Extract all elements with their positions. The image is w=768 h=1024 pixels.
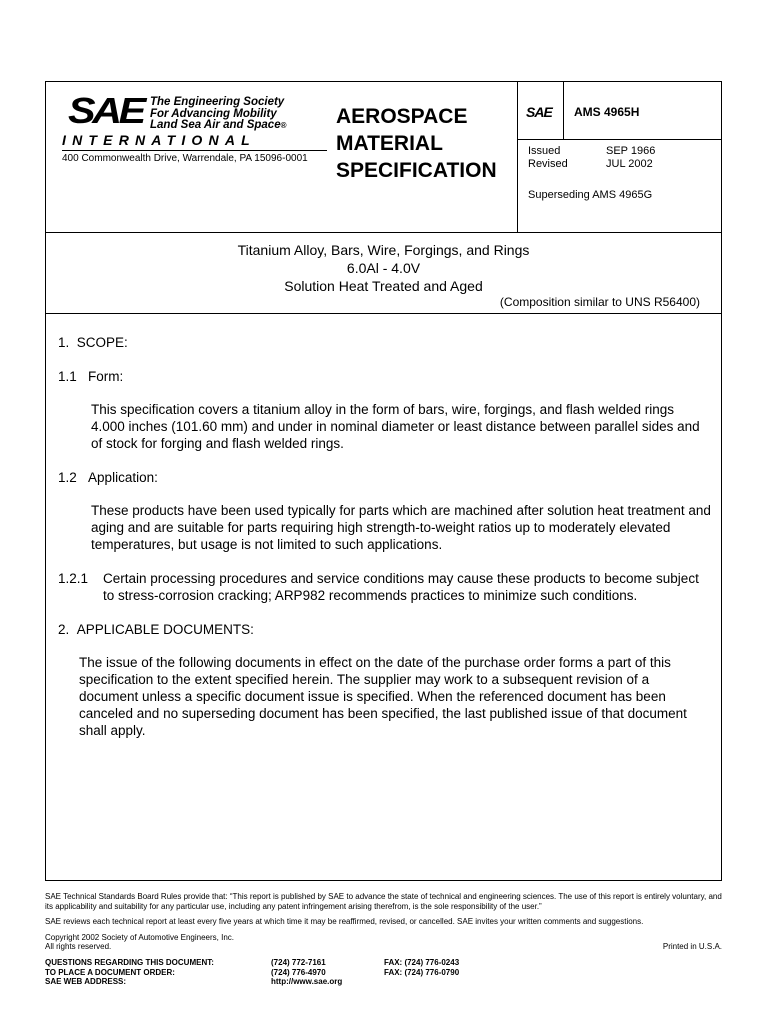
order-phone: (724) 776-4970 bbox=[271, 967, 326, 977]
order-fax: FAX: (724) 776-0790 bbox=[384, 967, 460, 977]
section-1-2-text: These products have been used typically for parts which are machined after solution heat treatment and aging and are suitable for parts requiring high strength-to-weight ratios up to moderately elevated temperatures, but usage is not limited to such applications. bbox=[91, 503, 711, 552]
section-1-1-heading: 1.1 Form: bbox=[58, 369, 124, 384]
issued-date: SEP 1966 bbox=[606, 145, 656, 157]
sae-address: 400 Commonwealth Drive, Warrendale, PA 15096-0001 bbox=[62, 153, 308, 164]
revised-date: JUL 2002 bbox=[606, 158, 653, 170]
section-1-1-text: This specification covers a titanium alloy in the form of bars, wire, forgings, and flash welded rings 4.000 inches (101.60 mm) and under in nominal diameter or least distance between parallel sides and of stock for forging and flash welded rings. bbox=[91, 402, 700, 451]
logo-tagline: The Engineering Society For Advancing Mobility Land Sea Air and Space® bbox=[150, 96, 287, 131]
docnum-divider-vertical bbox=[563, 81, 564, 139]
document-title-line-1: Titanium Alloy, Bars, Wire, Forgings, and Rings bbox=[237, 242, 530, 258]
document-number: AMS 4965H bbox=[574, 105, 640, 119]
section-1-2-1-text: Certain processing procedures and service conditions may cause these products to become subject to stress-corrosion cracking; ARP982 recommends practices to minimize such conditions. bbox=[103, 571, 699, 603]
footer-rights: All rights reserved. bbox=[45, 942, 112, 951]
section-1-2-1-number: 1.2.1 bbox=[58, 571, 89, 586]
revised-label: Revised bbox=[528, 158, 568, 170]
superseding-note: Superseding AMS 4965G bbox=[528, 189, 653, 201]
sae-small-logo: SAE bbox=[526, 104, 552, 120]
order-label: TO PLACE A DOCUMENT ORDER: bbox=[45, 967, 175, 977]
section-1-2-heading: 1.2 Application: bbox=[58, 470, 158, 485]
questions-phone: (724) 772-7161 bbox=[271, 958, 326, 967]
footer-copyright: Copyright 2002 Society of Automotive Engineers, Inc. bbox=[45, 933, 234, 942]
docnum-divider-horizontal bbox=[517, 139, 722, 140]
registered-mark: ® bbox=[280, 121, 287, 130]
section-2-heading: 2. APPLICABLE DOCUMENTS: bbox=[58, 622, 254, 637]
section-2-text: The issue of the following documents in effect on the date of the purchase order forms a part of this specification to the extent specified herein. The supplier may work to a subsequent revision of a document unless a specific document issue is specified. When the referenced document has been canceled and no superseding document has been specified, the last published issue of that document shall apply. bbox=[79, 655, 687, 738]
issued-label: Issued bbox=[528, 145, 561, 157]
spec-type-title: AEROSPACE MATERIAL SPECIFICATION bbox=[336, 105, 497, 182]
composition-note: (Composition similar to UNS R56400) bbox=[499, 295, 700, 309]
title-bottom-rule bbox=[45, 313, 722, 314]
header-divider-vertical bbox=[517, 81, 518, 233]
sae-logo: SAE bbox=[68, 90, 143, 131]
footer-printed: Printed in U.S.A. bbox=[662, 942, 722, 951]
footer-review-text: SAE reviews each technical report at least every five years at which time it may be reaffirmed, revised, or cancelled. SAE invites your written comments and suggestions. bbox=[45, 917, 644, 926]
document-title-line-3: Solution Heat Treated and Aged bbox=[284, 278, 483, 294]
document-title-line-2: 6.0Al - 4.0V bbox=[346, 260, 421, 276]
logo-underline bbox=[62, 150, 327, 151]
questions-fax: FAX: (724) 776-0243 bbox=[384, 958, 460, 967]
web-url-link[interactable]: http://www.sae.org bbox=[271, 977, 343, 986]
logo-international: INTERNATIONAL bbox=[62, 132, 256, 148]
questions-label: QUESTIONS REGARDING THIS DOCUMENT: bbox=[45, 958, 214, 967]
web-label: SAE WEB ADDRESS: bbox=[45, 977, 127, 986]
section-1-heading: 1. SCOPE: bbox=[58, 335, 128, 350]
footer-rules-text: SAE Technical Standards Board Rules provide that: “This report is published by SAE to advance the state of technical and engineering sciences. The use of this report is entirely voluntary, and its applicability and suitability for any particular use, including any patent infringement arising therefrom, is the sole responsibility of the user.” bbox=[45, 892, 722, 911]
header-bottom-rule bbox=[45, 232, 722, 233]
